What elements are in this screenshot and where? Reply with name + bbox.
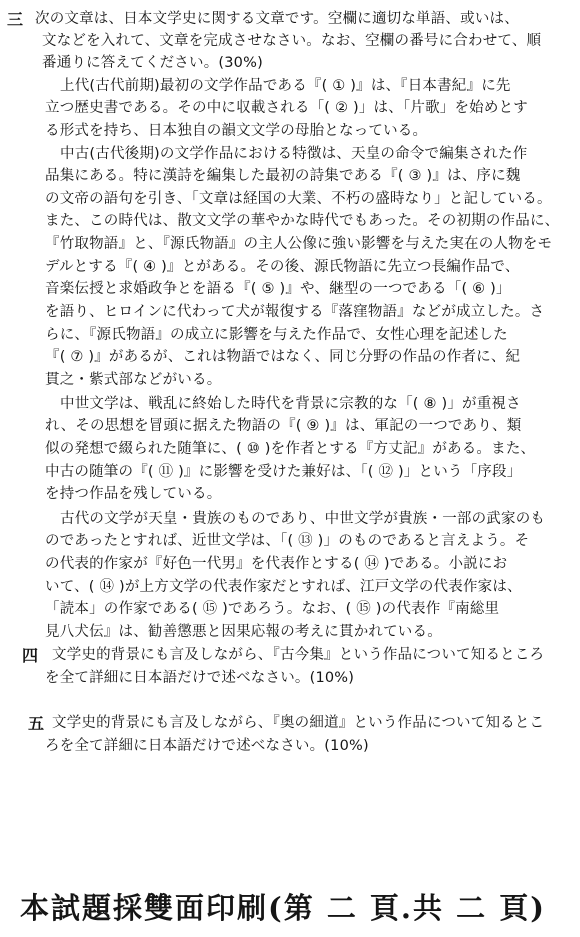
q3-line: 中古(古代後期)の文学作品における特徴は、天皇の命令で編集された作 xyxy=(60,146,528,162)
q3-line: の代表的作家が『好色一代男』を代表作とする( ⑭ )である。小説にお xyxy=(45,556,508,572)
q3-line: 貫之・紫式部などがいる。 xyxy=(45,372,222,388)
q3-line: らに、『源氏物語』の成立に影響を与えた作品で、女性心理を記述した xyxy=(45,327,508,343)
q3-line: 番通りに答えてください。(30%) xyxy=(42,55,263,71)
question-4-marker: 四 xyxy=(22,646,39,665)
q3-line: 中古の随筆の『( ⑪ )』に影響を受けた兼好は、「( ⑫ )」という「序段」 xyxy=(45,464,522,480)
question-3-marker: 三 xyxy=(7,10,24,29)
q3-line: 似の発想で綴られた随筆に、( ⑩ )を作者とする『方丈記』がある。また、 xyxy=(45,441,536,457)
q3-line: また、この時代は、散文文学の華やかな時代でもあった。その初期の作品に、 xyxy=(45,213,560,229)
q3-line: いて、( ⑭ )が上方文学の代表作家だとすれば、江戸文学の代表作家は、 xyxy=(45,579,522,595)
q3-line: 立つ歴史書である。その中に収載される「( ② )」は、「片歌」を始めとす xyxy=(45,100,528,116)
q3-line: 品集にある。特に漢詩を編集した最初の詩集である『( ③ )』は、序に魏 xyxy=(45,168,521,184)
q3-line: 文などを入れて、文章を完成させなさい。なお、空欄の番号に合わせて、順 xyxy=(42,33,542,49)
q3-line: 次の文章は、日本文学史に関する文章です。空欄に適切な単語、或いは、 xyxy=(35,11,519,27)
q3-line: れ、その思想を冒頭に据えた物語の『( ⑨ )』は、軍記の一つであり、類 xyxy=(45,418,522,434)
q4-line: を全て詳細に日本語だけで述べなさい。(10%) xyxy=(45,670,355,686)
q3-line: 『竹取物語』と、『源氏物語』の主人公像に強い影響を与えた実在の人物をモ xyxy=(45,236,553,252)
q3-line: る形式を持ち、日本独自の韻文文学の母胎となっている。 xyxy=(45,123,428,139)
q3-line: 『( ⑦ )』があるが、これは物語ではなく、同じ分野の作品の作者に、紀 xyxy=(45,349,521,365)
q3-line: 見八犬伝』は、勧善懲悪と因果応報の考えに貫かれている。 xyxy=(45,624,442,640)
q3-line: 上代(古代前期)最初の文学作品である『( ① )』は、『日本書紀』に先 xyxy=(60,78,511,94)
q3-line: 「読本」の作家である( ⑮ )であろう。なお、( ⑮ )の代表作『南総里 xyxy=(45,601,500,617)
q4-line: 文学史的背景にも言及しながら、『古今集』という作品について知るところ xyxy=(52,647,545,663)
q3-line: の文帝の語句を引き、「文章は経国の大業、不朽の盛時なり」と記している。 xyxy=(45,191,552,207)
q3-line: 音楽伝授と求婚政争とを語る『( ⑤ )』や、継型の一つである「( ⑥ )」 xyxy=(45,281,511,297)
q5-line: ろを全て詳細に日本語だけで述べなさい。(10%) xyxy=(45,738,369,754)
q3-line: を語り、ヒロインに代わって犬が報復する『落窪物語』などが成立した。さ xyxy=(45,304,545,320)
q3-line: デルとする『( ④ )』とがある。その後、源氏物語に先立つ長編作品で、 xyxy=(45,259,520,275)
q5-line: 文学史的背景にも言及しながら、『奥の細道』という作品について知るとこ xyxy=(52,715,545,731)
question-5-marker: 五 xyxy=(28,714,45,733)
q3-line: 中世文学は、戦乱に終始した時代を背景に宗教的な「( ⑧ )」が重視さ xyxy=(60,396,521,412)
q3-line: のであったとすれば、近世文学は、「( ⑬ )」のものであると言えよう。そ xyxy=(45,533,530,549)
q3-line: を持つ作品を残している。 xyxy=(45,486,222,502)
page-footer: 本試題採雙面印刷(第 二 頁.共 二 頁) xyxy=(20,891,546,925)
q3-line: 古代の文学が天皇・貴族のものであり、中世文学が貴族・一部の武家のも xyxy=(60,511,546,527)
